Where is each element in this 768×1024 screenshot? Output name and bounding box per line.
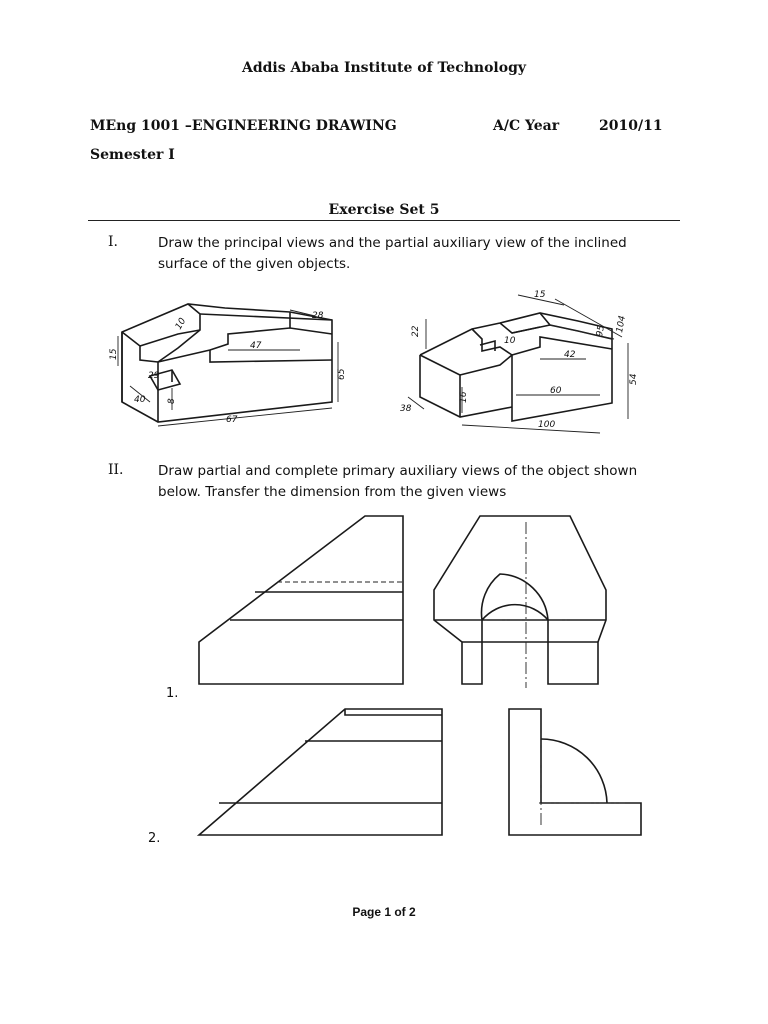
fig1-dim: 10 <box>173 316 189 332</box>
fig2-dim: 15 <box>534 290 546 300</box>
ac-year-value: 2010/11 <box>599 118 663 134</box>
fig1-dim: 8 <box>167 398 177 404</box>
header-divider <box>88 220 680 221</box>
fig1-dim: 40 <box>134 395 146 405</box>
question-2-text: Draw partial and complete primary auxiliary views of the object shown below. Transfer the dimension from the given views <box>158 463 638 500</box>
fig2-dim: 22 <box>411 325 421 337</box>
page-number: Page 1 of 2 <box>352 905 416 919</box>
fig1-dim: 65 <box>337 368 347 380</box>
fig2-dim: 95 <box>595 324 607 338</box>
semester-label: Semester I <box>90 147 175 163</box>
isometric-object-1 <box>110 290 370 440</box>
fig2-dim: 60 <box>550 386 562 396</box>
fig2-dim: 42 <box>564 350 576 360</box>
figure-2-side-view <box>505 705 650 840</box>
question-2-number: II. <box>108 462 124 478</box>
course-title: MEng 1001 –ENGINEERING DRAWING <box>90 118 397 134</box>
fig2-dim: 16 <box>459 391 469 403</box>
figure-1-front-view <box>195 512 410 687</box>
question-1-number: I. <box>108 234 118 250</box>
question-1-text: Draw the principal views and the partial auxiliary view of the inclined surface of the given objects. <box>158 235 627 272</box>
ac-year-label: A/C Year <box>493 118 560 134</box>
figure-1-label: 1. <box>166 686 179 701</box>
institution-title: Addis Ababa Institute of Technology <box>241 60 526 76</box>
fig1-dim: 47 <box>250 341 262 351</box>
figure-2-front-view <box>195 705 450 840</box>
fig1-dim: 67 <box>226 415 238 425</box>
fig2-dim: 100 <box>538 420 556 430</box>
fig1-dim: 29 <box>148 371 160 381</box>
fig2-dim: 38 <box>400 404 412 414</box>
figure-2-label: 2. <box>148 831 161 846</box>
fig1-dim: 28 <box>312 311 324 321</box>
fig2-dim: 104 <box>615 314 628 334</box>
fig2-dim: 10 <box>504 336 516 346</box>
fig1-dim: 15 <box>109 348 119 360</box>
fig2-dim: 54 <box>629 373 639 385</box>
figure-1-side-view <box>430 512 610 692</box>
isometric-object-2 <box>400 285 660 445</box>
exercise-title: Exercise Set 5 <box>328 202 440 218</box>
